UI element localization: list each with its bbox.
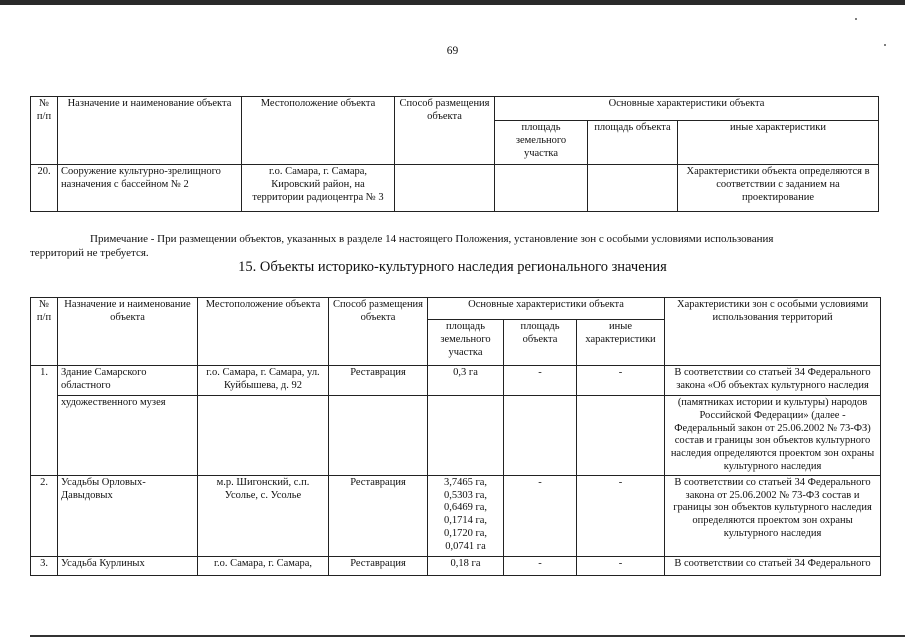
header-placement: Способ размещения объекта: [395, 97, 495, 165]
cell-location: г.о. Самара, г. Самара,: [198, 556, 329, 575]
cell-object-area: [588, 165, 678, 212]
cell-object-area: -: [504, 366, 577, 396]
header-object-area: площадь объекта: [588, 121, 678, 165]
header-object-area: площадь объекта: [504, 320, 577, 366]
cell-placement: [329, 396, 428, 476]
cell-other: -: [577, 475, 665, 556]
cell-location: [198, 396, 329, 476]
cultural-heritage-table: [30, 297, 881, 576]
header-land-area: площадь земельного участка: [428, 320, 504, 366]
header-zones: Характеристики зон с особыми условиями использования территорий: [665, 298, 881, 366]
cell-placement: [395, 165, 495, 212]
table-row: [31, 475, 881, 556]
header-name: Назначение и наименование объекта: [58, 298, 198, 366]
cell-location: г.о. Самара, г. Самара, ул. Куйбышева, д. 92: [198, 366, 329, 396]
cell-num: 20.: [31, 165, 58, 212]
cell-location: г.о. Самара, г. Самара, Кировский район, на территории радиоцентра № 3: [242, 165, 395, 212]
cell-zones: В соответствии со статьей 34 Федерального закона от 25.06.2002 № 73-ФЗ состав и границы зон объектов культурного наследия определяются проектом зон охраны культурного наследия: [665, 475, 881, 556]
cell-zones: В соответствии со статьей 34 Федерального закона «Об объектах культурного наследия: [665, 366, 881, 396]
cell-num: 1.: [31, 366, 58, 476]
cell-land-area: 0,18 га: [428, 556, 504, 575]
cell-land-area: 0,3 га: [428, 366, 504, 396]
header-location: Местоположение объекта: [198, 298, 329, 366]
header-main-characteristics: Основные характеристики объекта: [495, 97, 879, 121]
table-row: [31, 366, 881, 396]
header-location: Местоположение объекта: [242, 97, 395, 165]
cell-object-area: [504, 396, 577, 476]
scan-top-border: [0, 0, 905, 5]
cell-placement: Реставрация: [329, 366, 428, 396]
table-row-continuation: [31, 396, 881, 476]
page-number: 69: [446, 45, 459, 57]
cell-land-area: 3,7465 га, 0,5303 га, 0,6469 га, 0,1714 га, 0,1720 га, 0,0741 га: [428, 475, 504, 556]
cell-location: м.р. Шигонский, с.п. Усолье, с. Усолье: [198, 475, 329, 556]
cell-other: [577, 396, 665, 476]
cell-other: Характеристики объекта определяются в соответствии с заданием на проектирование: [678, 165, 879, 212]
header-other: иные характеристики: [577, 320, 665, 366]
cell-name: Усадьба Курлиных: [58, 556, 198, 575]
note-line-2: территорий не требуется.: [30, 246, 149, 259]
cell-other: -: [577, 556, 665, 575]
table-row: [31, 165, 879, 212]
cell-zones: В соответствии со статьей 34 Федерального: [665, 556, 881, 575]
cell-name: Усадьбы Орловых-Давыдовых: [58, 475, 198, 556]
cell-land-area: [495, 165, 588, 212]
cell-name: Сооружение культурно-зрелищного назначения с бассейном № 2: [58, 165, 242, 212]
note-paragraph: [30, 233, 878, 261]
header-name: Назначение и наименование объекта: [58, 97, 242, 165]
header-placement: Способ размещения объекта: [329, 298, 428, 366]
header-other: иные характеристики: [678, 121, 879, 165]
cell-object-area: -: [504, 475, 577, 556]
objects-table-section-14: [30, 96, 879, 212]
scan-bottom-line: [30, 635, 905, 637]
cell-land-area: [428, 396, 504, 476]
header-main-characteristics: Основные характеристики объекта: [428, 298, 665, 320]
cell-placement: Реставрация: [329, 475, 428, 556]
table-row: [31, 556, 881, 575]
header-num: № п/п: [31, 298, 58, 366]
header-land-area: площадь земельного участка: [495, 121, 588, 165]
header-num: № п/п: [31, 97, 58, 165]
note-line-1: Примечание - При размещении объектов, указанных в разделе 14 настоящего Положения, установление зон с особыми условиями использования: [90, 233, 774, 245]
cell-other: -: [577, 366, 665, 396]
cell-zones: (памятниках истории и культуры) народов Российской Федерации» (далее - Федеральный закон от 25.06.2002 № 73-ФЗ) состав и границы зон объектов культурного наследия определяются проектом зон охраны культурного наследия: [665, 396, 881, 476]
section-title: 15. Объекты историко-культурного наследия регионального значения: [238, 259, 667, 275]
cell-object-area: -: [504, 556, 577, 575]
cell-num: 2.: [31, 475, 58, 556]
cell-name: Здание Самарского областного: [58, 366, 198, 396]
cell-num: 3.: [31, 556, 58, 575]
scan-speck: [855, 18, 857, 20]
cell-name: художественного музея: [58, 396, 198, 476]
cell-placement: Реставрация: [329, 556, 428, 575]
